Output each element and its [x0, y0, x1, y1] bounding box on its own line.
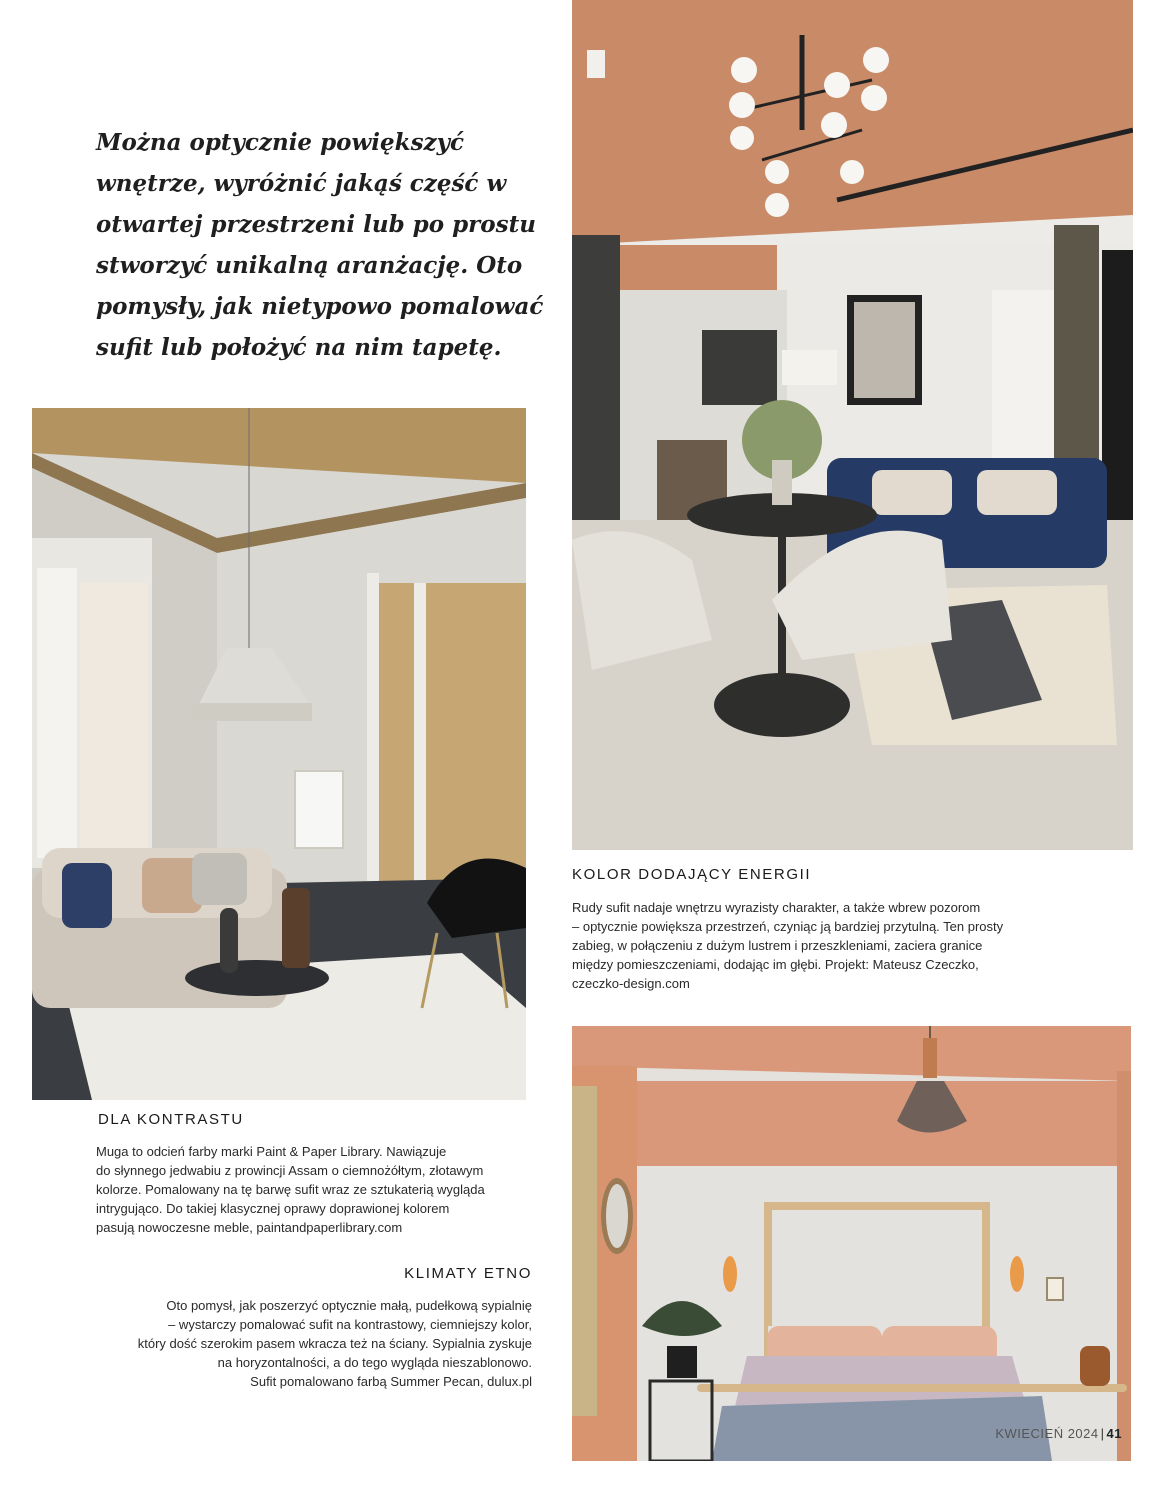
- photo-bedroom-peach-ceiling: [572, 1026, 1131, 1461]
- text-line: Rudy sufit nadaje wnętrzu wyrazisty charakter, a także wbrew pozorom: [572, 900, 981, 915]
- text-line: Muga to odcień farby marki Paint & Paper Library. Nawiązuje: [96, 1144, 447, 1159]
- section-heading-energy: KOLOR DODAJĄCY ENERGII: [572, 866, 812, 883]
- text-line: kolorze. Pomalowany na tę barwę sufit wraz ze sztukaterią wygląda: [96, 1182, 485, 1197]
- folio-issue: KWIECIEŃ 2024: [995, 1426, 1099, 1441]
- photo-classic-room-ochre-ceiling: [32, 408, 526, 1100]
- section-text-energy: [572, 898, 1092, 993]
- text-line: czeczko-design.com: [572, 976, 690, 991]
- text-line: – wystarczy pomalować sufit na kontrastowy, ciemniejszy kolor,: [168, 1317, 532, 1332]
- text-line: zabieg, w połączeniu z dużym lustrem i przeszkleniami, zaciera granice: [572, 938, 983, 953]
- text-line: do słynnego jedwabiu z prowincji Assam o ciemnożółtym, złotawym: [96, 1163, 484, 1178]
- text-line: który dość szerokim pasem wkracza też na ściany. Sypialnia zyskuje: [137, 1336, 532, 1351]
- section-text-contrast: [96, 1142, 556, 1237]
- page-number: 41: [1106, 1426, 1122, 1441]
- text-line: Oto pomysł, jak poszerzyć optycznie małą, pudełkową sypialnię: [166, 1298, 532, 1313]
- page-folio: [995, 1426, 1122, 1441]
- text-line: intrygująco. Do takiej klasycznej oprawy doprawionej kolorem: [96, 1201, 450, 1216]
- text-line: między pomieszczeniami, dodając im głębi. Projekt: Mateusz Czeczko,: [572, 957, 979, 972]
- section-text-etno: [72, 1296, 532, 1391]
- text-line: pasują nowoczesne meble, paintandpaperlibrary.com: [96, 1220, 403, 1235]
- text-line: na horyzontalności, a do tego wygląda nieszablonowo.: [217, 1355, 532, 1370]
- photo-living-room-rust-ceiling: [572, 0, 1133, 850]
- intro-lead: Można optycznie powiększyć wnętrze, wyróżnić jakąś część w otwartej przestrzeni lub po prostu stworzyć unikalną aranżację. Oto pomysły, jak nietypowo pomalować sufit lub położyć na nim tapetę.: [96, 129, 544, 361]
- text-line: – optycznie powiększa przestrzeń, czyniąc ją bardziej przytulną. Ten prosty: [572, 919, 1004, 934]
- section-heading-contrast: DLA KONTRASTU: [98, 1111, 244, 1128]
- section-heading-etno: KLIMATY ETNO: [404, 1265, 532, 1282]
- text-line: Sufit pomalowano farbą Summer Pecan, dulux.pl: [250, 1374, 532, 1389]
- folio-separator: |: [1100, 1426, 1105, 1441]
